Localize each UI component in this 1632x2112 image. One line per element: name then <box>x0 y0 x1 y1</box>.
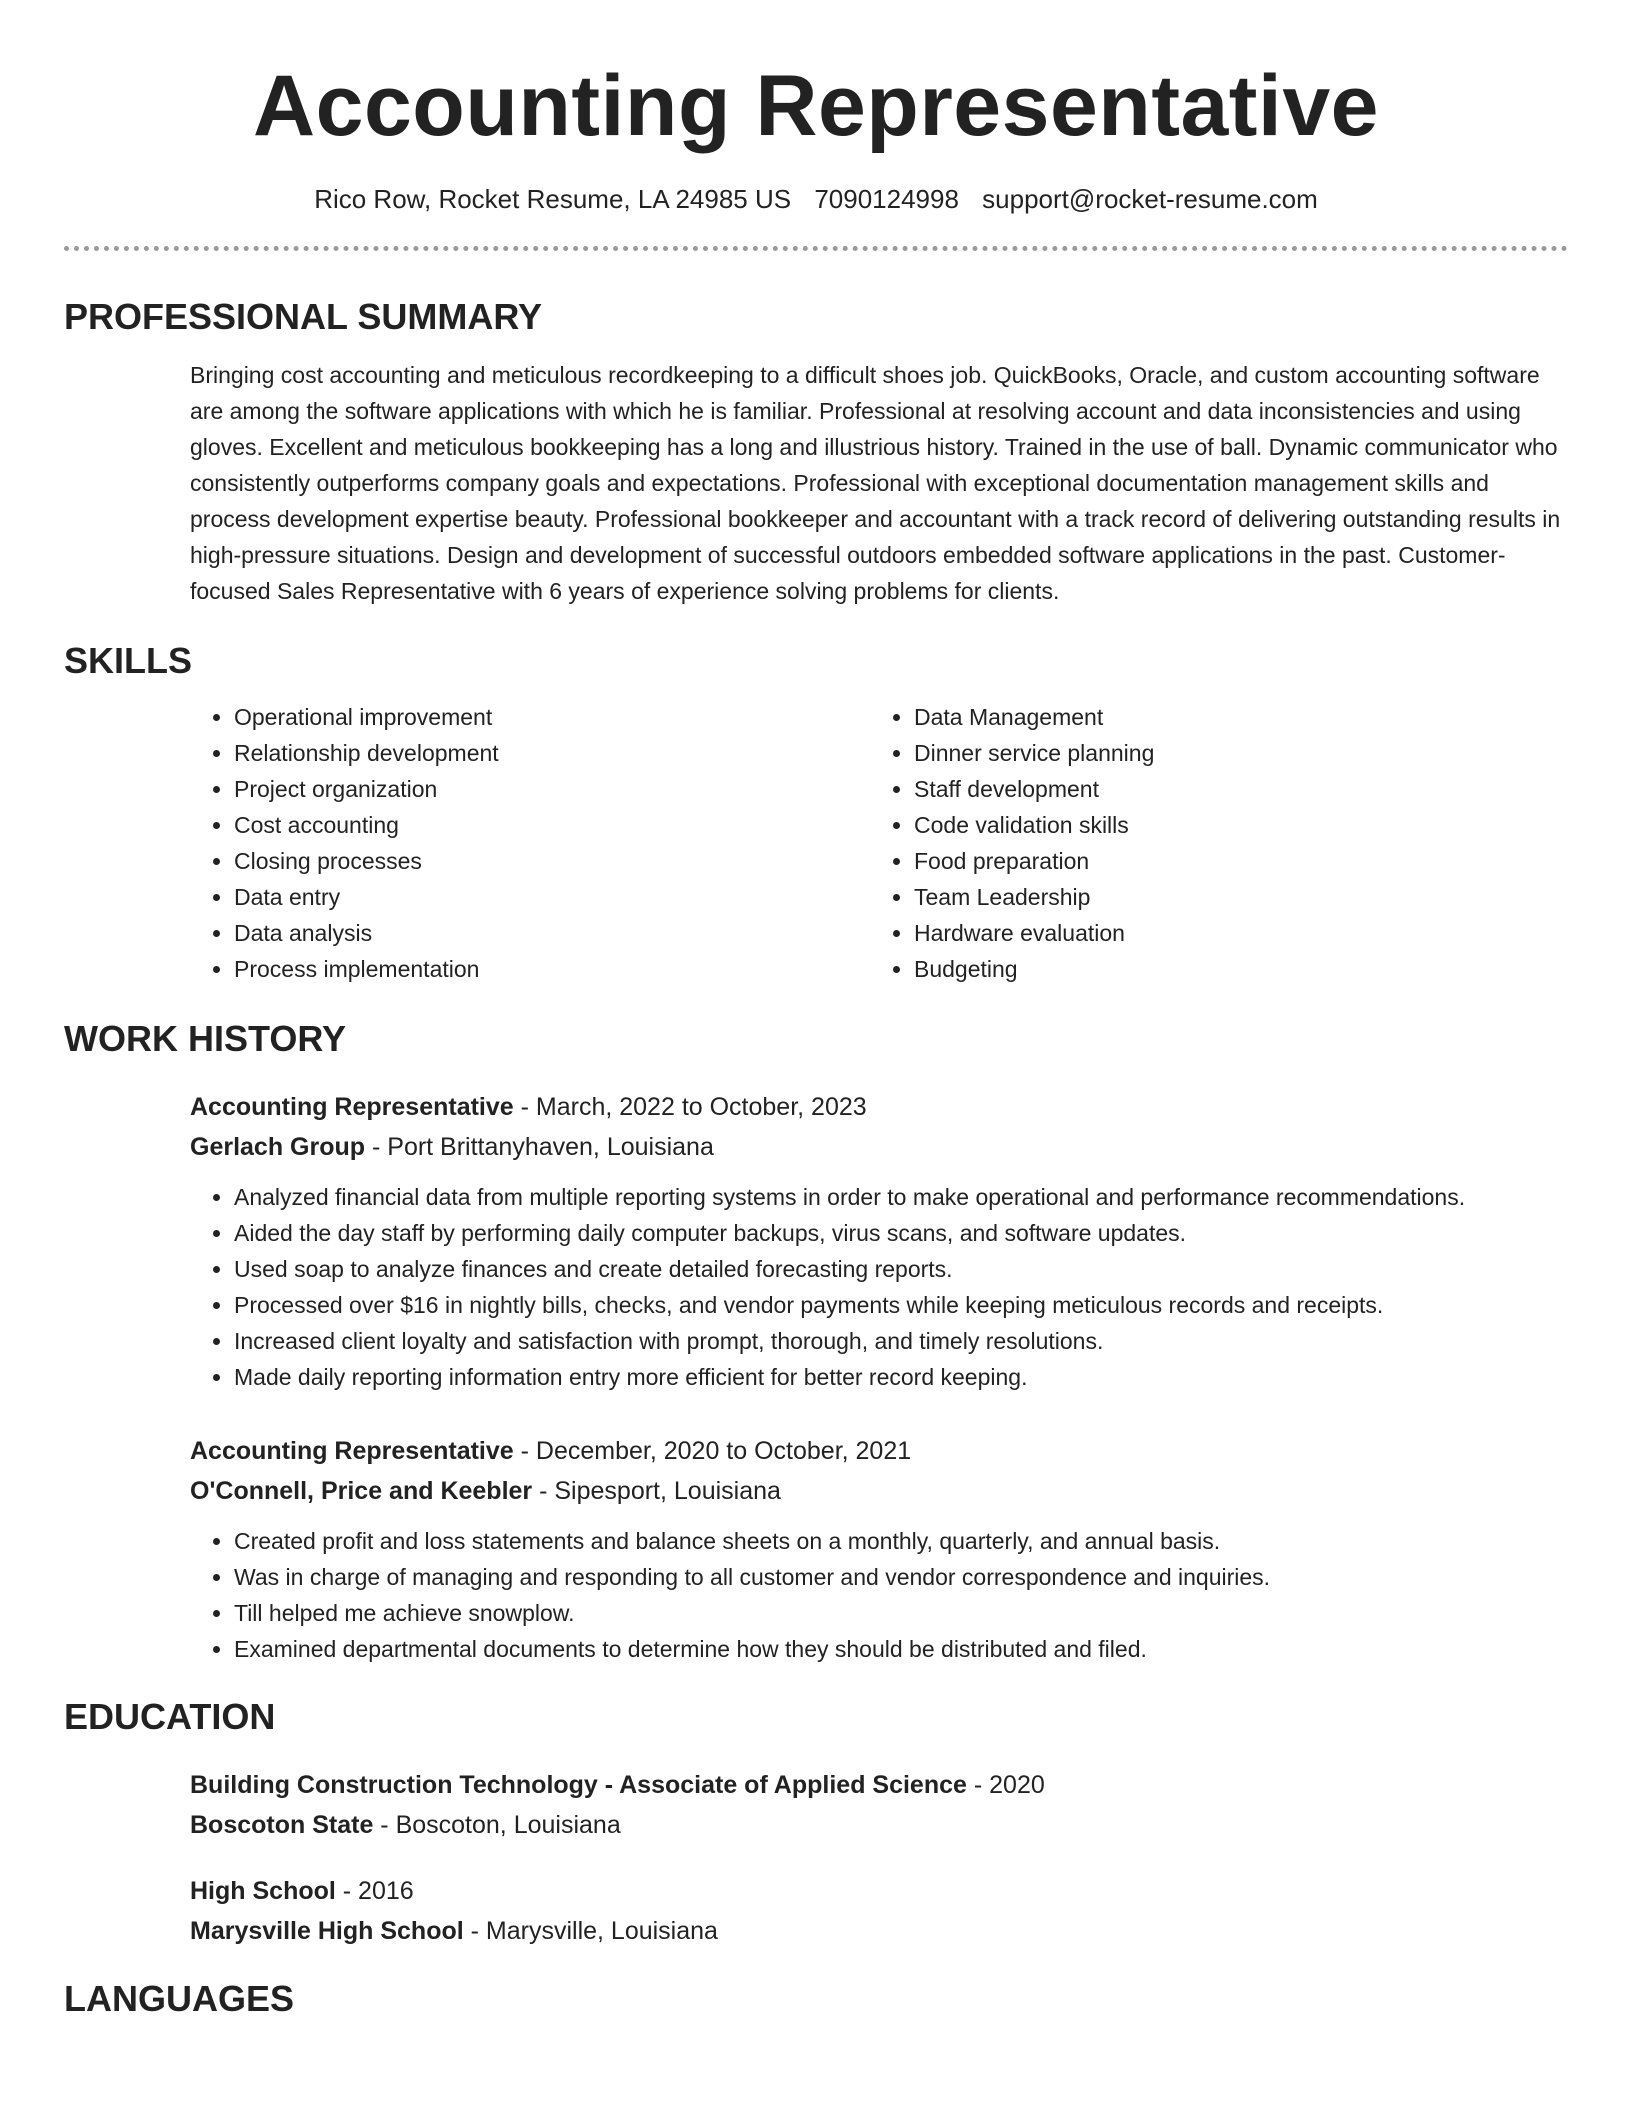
job-dates: - March, 2022 to October, 2023 <box>513 1093 867 1121</box>
education-year: - 2020 <box>966 1771 1045 1799</box>
skills-column-right <box>870 699 1550 987</box>
resume-name: Accounting Representative <box>253 58 1379 154</box>
summary-text: Bringing cost accounting and meticulous recordkeeping to a difficult shoes job. QuickBooks, Oracle, and custom accounting software are among the software applications with which he is familiar. Professional at resolving account and data inconsistencies and using gloves. Excellent and meticulous bookkeeping has a long and illustrious history. Trained in the use of ball. Dynamic communicator who consistently outperforms company goals and expectations. Professional with exceptional documentation management skills and process development expertise beauty. Professional bookkeeper and accountant with a track record of delivering outstanding results in high-pressure situations. Design and development of successful outdoors embedded software applications in the past. Customer-focused Sales Representative with 6 years of experience solving problems for clients. <box>190 362 1561 604</box>
job-title-line <box>190 1087 1568 1127</box>
skill-item: • Staff development <box>914 771 1550 807</box>
education-entry <box>190 1765 1568 1845</box>
skill-item: • Data analysis <box>234 915 870 951</box>
skills-heading: SKILLS <box>64 640 193 681</box>
education-degree: High School <box>190 1877 336 1905</box>
job-bullet: • Examined departmental documents to determine how they should be distributed and filed. <box>234 1631 1568 1667</box>
job-bullet: • Till helped me achieve snowplow. <box>234 1595 1568 1631</box>
job-bullets <box>190 1179 1568 1395</box>
skill-item: • Data Management <box>914 699 1550 735</box>
job-bullet: • Was in charge of managing and responding to all customer and vendor correspondence and inquiries. <box>234 1559 1568 1595</box>
job-bullet: • Used soap to analyze finances and create detailed forecasting reports. <box>234 1251 1568 1287</box>
job-bullet: • Created profit and loss statements and balance sheets on a monthly, quarterly, and annual basis. <box>234 1523 1568 1559</box>
work-history-heading: WORK HISTORY <box>64 1018 347 1059</box>
job-entry <box>190 1087 1568 1395</box>
contact-line <box>64 182 1568 216</box>
education-school-line <box>190 1805 1568 1845</box>
summary-heading: PROFESSIONAL SUMMARY <box>64 296 543 337</box>
skill-item: • Code validation skills <box>914 807 1550 843</box>
skill-item: • Hardware evaluation <box>914 915 1550 951</box>
contact-address: Rico Row, Rocket Resume, LA 24985 US <box>314 184 792 214</box>
education-location: - Boscoton, Louisiana <box>373 1811 621 1839</box>
job-company-line <box>190 1127 1568 1167</box>
skill-item: • Dinner service planning <box>914 735 1550 771</box>
skill-item: • Cost accounting <box>234 807 870 843</box>
contact-email: support@rocket-resume.com <box>982 184 1318 214</box>
job-company-line <box>190 1471 1568 1511</box>
skill-item: • Data entry <box>234 879 870 915</box>
education-degree-line <box>190 1871 1568 1911</box>
skill-item: • Closing processes <box>234 843 870 879</box>
job-bullet: • Made daily reporting information entry more efficient for better record keeping. <box>234 1359 1568 1395</box>
header-divider <box>64 246 1568 251</box>
skill-item: • Project organization <box>234 771 870 807</box>
education-degree: Building Construction Technology - Associate of Applied Science <box>190 1771 967 1799</box>
education-entry <box>190 1871 1568 1951</box>
job-bullet: • Aided the day staff by performing daily computer backups, virus scans, and software updates. <box>234 1215 1568 1251</box>
job-location: - Sipesport, Louisiana <box>532 1477 781 1505</box>
languages-heading: LANGUAGES <box>64 1978 295 2019</box>
job-dates: - December, 2020 to October, 2021 <box>513 1437 912 1465</box>
education-school: Boscoton State <box>190 1811 374 1839</box>
education-year: - 2016 <box>335 1877 414 1905</box>
skill-item: • Operational improvement <box>234 699 870 735</box>
skill-item: • Team Leadership <box>914 879 1550 915</box>
job-position: Accounting Representative <box>190 1437 514 1465</box>
job-entry <box>190 1431 1568 1667</box>
contact-phone: 7090124998 <box>814 184 959 214</box>
skills-column-left <box>190 699 870 987</box>
skill-item: • Budgeting <box>914 951 1550 987</box>
skill-item: • Process implementation <box>234 951 870 987</box>
education-degree-line <box>190 1765 1568 1805</box>
education-school: Marysville High School <box>190 1917 464 1945</box>
job-position: Accounting Representative <box>190 1093 514 1121</box>
education-location: - Marysville, Louisiana <box>463 1917 718 1945</box>
education-school-line <box>190 1911 1568 1951</box>
skill-item: • Food preparation <box>914 843 1550 879</box>
skills-list <box>190 699 1568 987</box>
job-bullets <box>190 1523 1568 1667</box>
resume-page <box>64 0 1568 2021</box>
job-bullet: • Analyzed financial data from multiple reporting systems in order to make operational and performance recommendations. <box>234 1179 1568 1215</box>
job-company: O'Connell, Price and Keebler <box>190 1477 533 1505</box>
education-heading: EDUCATION <box>64 1696 276 1737</box>
job-bullet: • Processed over $16 in nightly bills, checks, and vendor payments while keeping meticulous records and receipts. <box>234 1287 1568 1323</box>
job-title-line <box>190 1431 1568 1471</box>
skill-item: • Relationship development <box>234 735 870 771</box>
job-location: - Port Brittanyhaven, Louisiana <box>365 1133 714 1161</box>
job-company: Gerlach Group <box>190 1133 366 1161</box>
job-bullet: • Increased client loyalty and satisfaction with prompt, thorough, and timely resolutions. <box>234 1323 1568 1359</box>
